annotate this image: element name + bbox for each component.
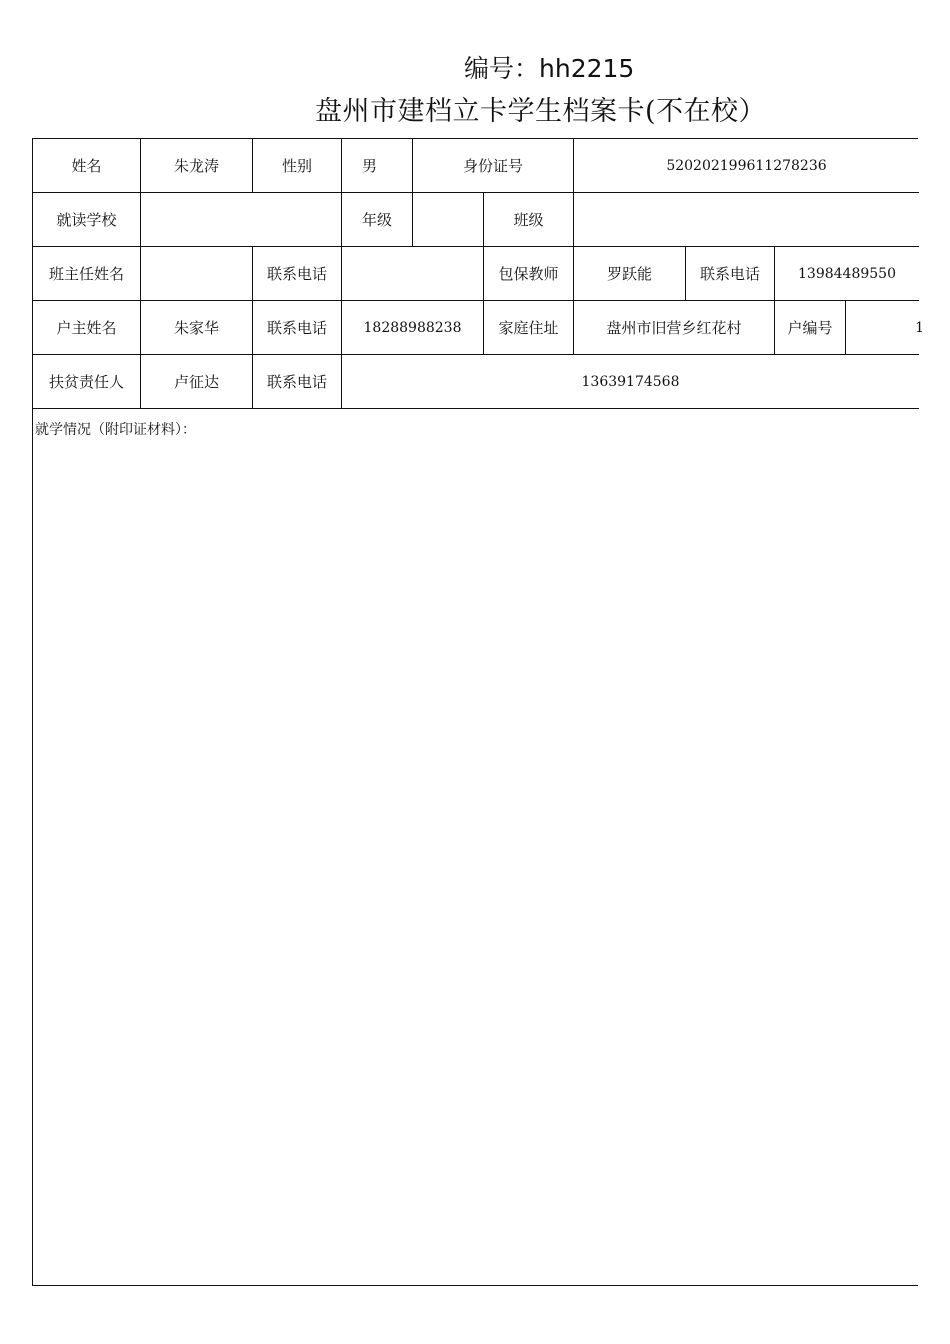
grade-label: 年级 (342, 193, 413, 247)
head-teacher-name-label: 班主任姓名 (33, 247, 141, 301)
class-value (574, 193, 919, 247)
id-number-value: 520202199611278236 (574, 139, 919, 193)
guarantor-phone-value: 13984489550 (775, 247, 919, 301)
document-number: 编号：hh2215 (464, 54, 635, 83)
household-number-label: 户编号 (775, 301, 846, 355)
householder-phone-value: 18288988238 (342, 301, 484, 355)
householder-phone-label: 联系电话 (253, 301, 342, 355)
gender-value: 男 (342, 139, 413, 193)
poverty-responsible-value: 卢征达 (141, 355, 253, 409)
guarantor-phone-label: 联系电话 (686, 247, 775, 301)
head-teacher-name-value (141, 247, 253, 301)
id-number-label: 身份证号 (413, 139, 574, 193)
guarantor-teacher-value: 罗跃能 (574, 247, 686, 301)
name-label: 姓名 (33, 139, 141, 193)
household-number-text: 1 (915, 319, 924, 336)
poverty-responsible-label: 扶贫责任人 (33, 355, 141, 409)
home-address-label: 家庭住址 (484, 301, 574, 355)
householder-name-label: 户主姓名 (33, 301, 141, 355)
household-number-value (846, 301, 924, 355)
gender-label: 性别 (253, 139, 342, 193)
class-label: 班级 (484, 193, 574, 247)
head-teacher-phone-value (342, 247, 484, 301)
head-teacher-phone-label: 联系电话 (253, 247, 342, 301)
poverty-responsible-phone-label: 联系电话 (253, 355, 342, 409)
school-value (141, 193, 342, 247)
archive-card-table (32, 138, 924, 1286)
grade-value (413, 193, 484, 247)
study-situation-label: 就学情况（附印证材料）： (35, 422, 196, 438)
poverty-responsible-phone-value: 13639174568 (342, 355, 919, 409)
home-address-value: 盘州市旧营乡红花村 (574, 301, 775, 355)
guarantor-teacher-label: 包保教师 (484, 247, 574, 301)
document-title: 盘州市建档立卡学生档案卡(不在校） (315, 96, 767, 127)
householder-name-value: 朱家华 (141, 301, 253, 355)
school-label: 就读学校 (33, 193, 141, 247)
student-name: 朱龙涛 (141, 139, 253, 193)
